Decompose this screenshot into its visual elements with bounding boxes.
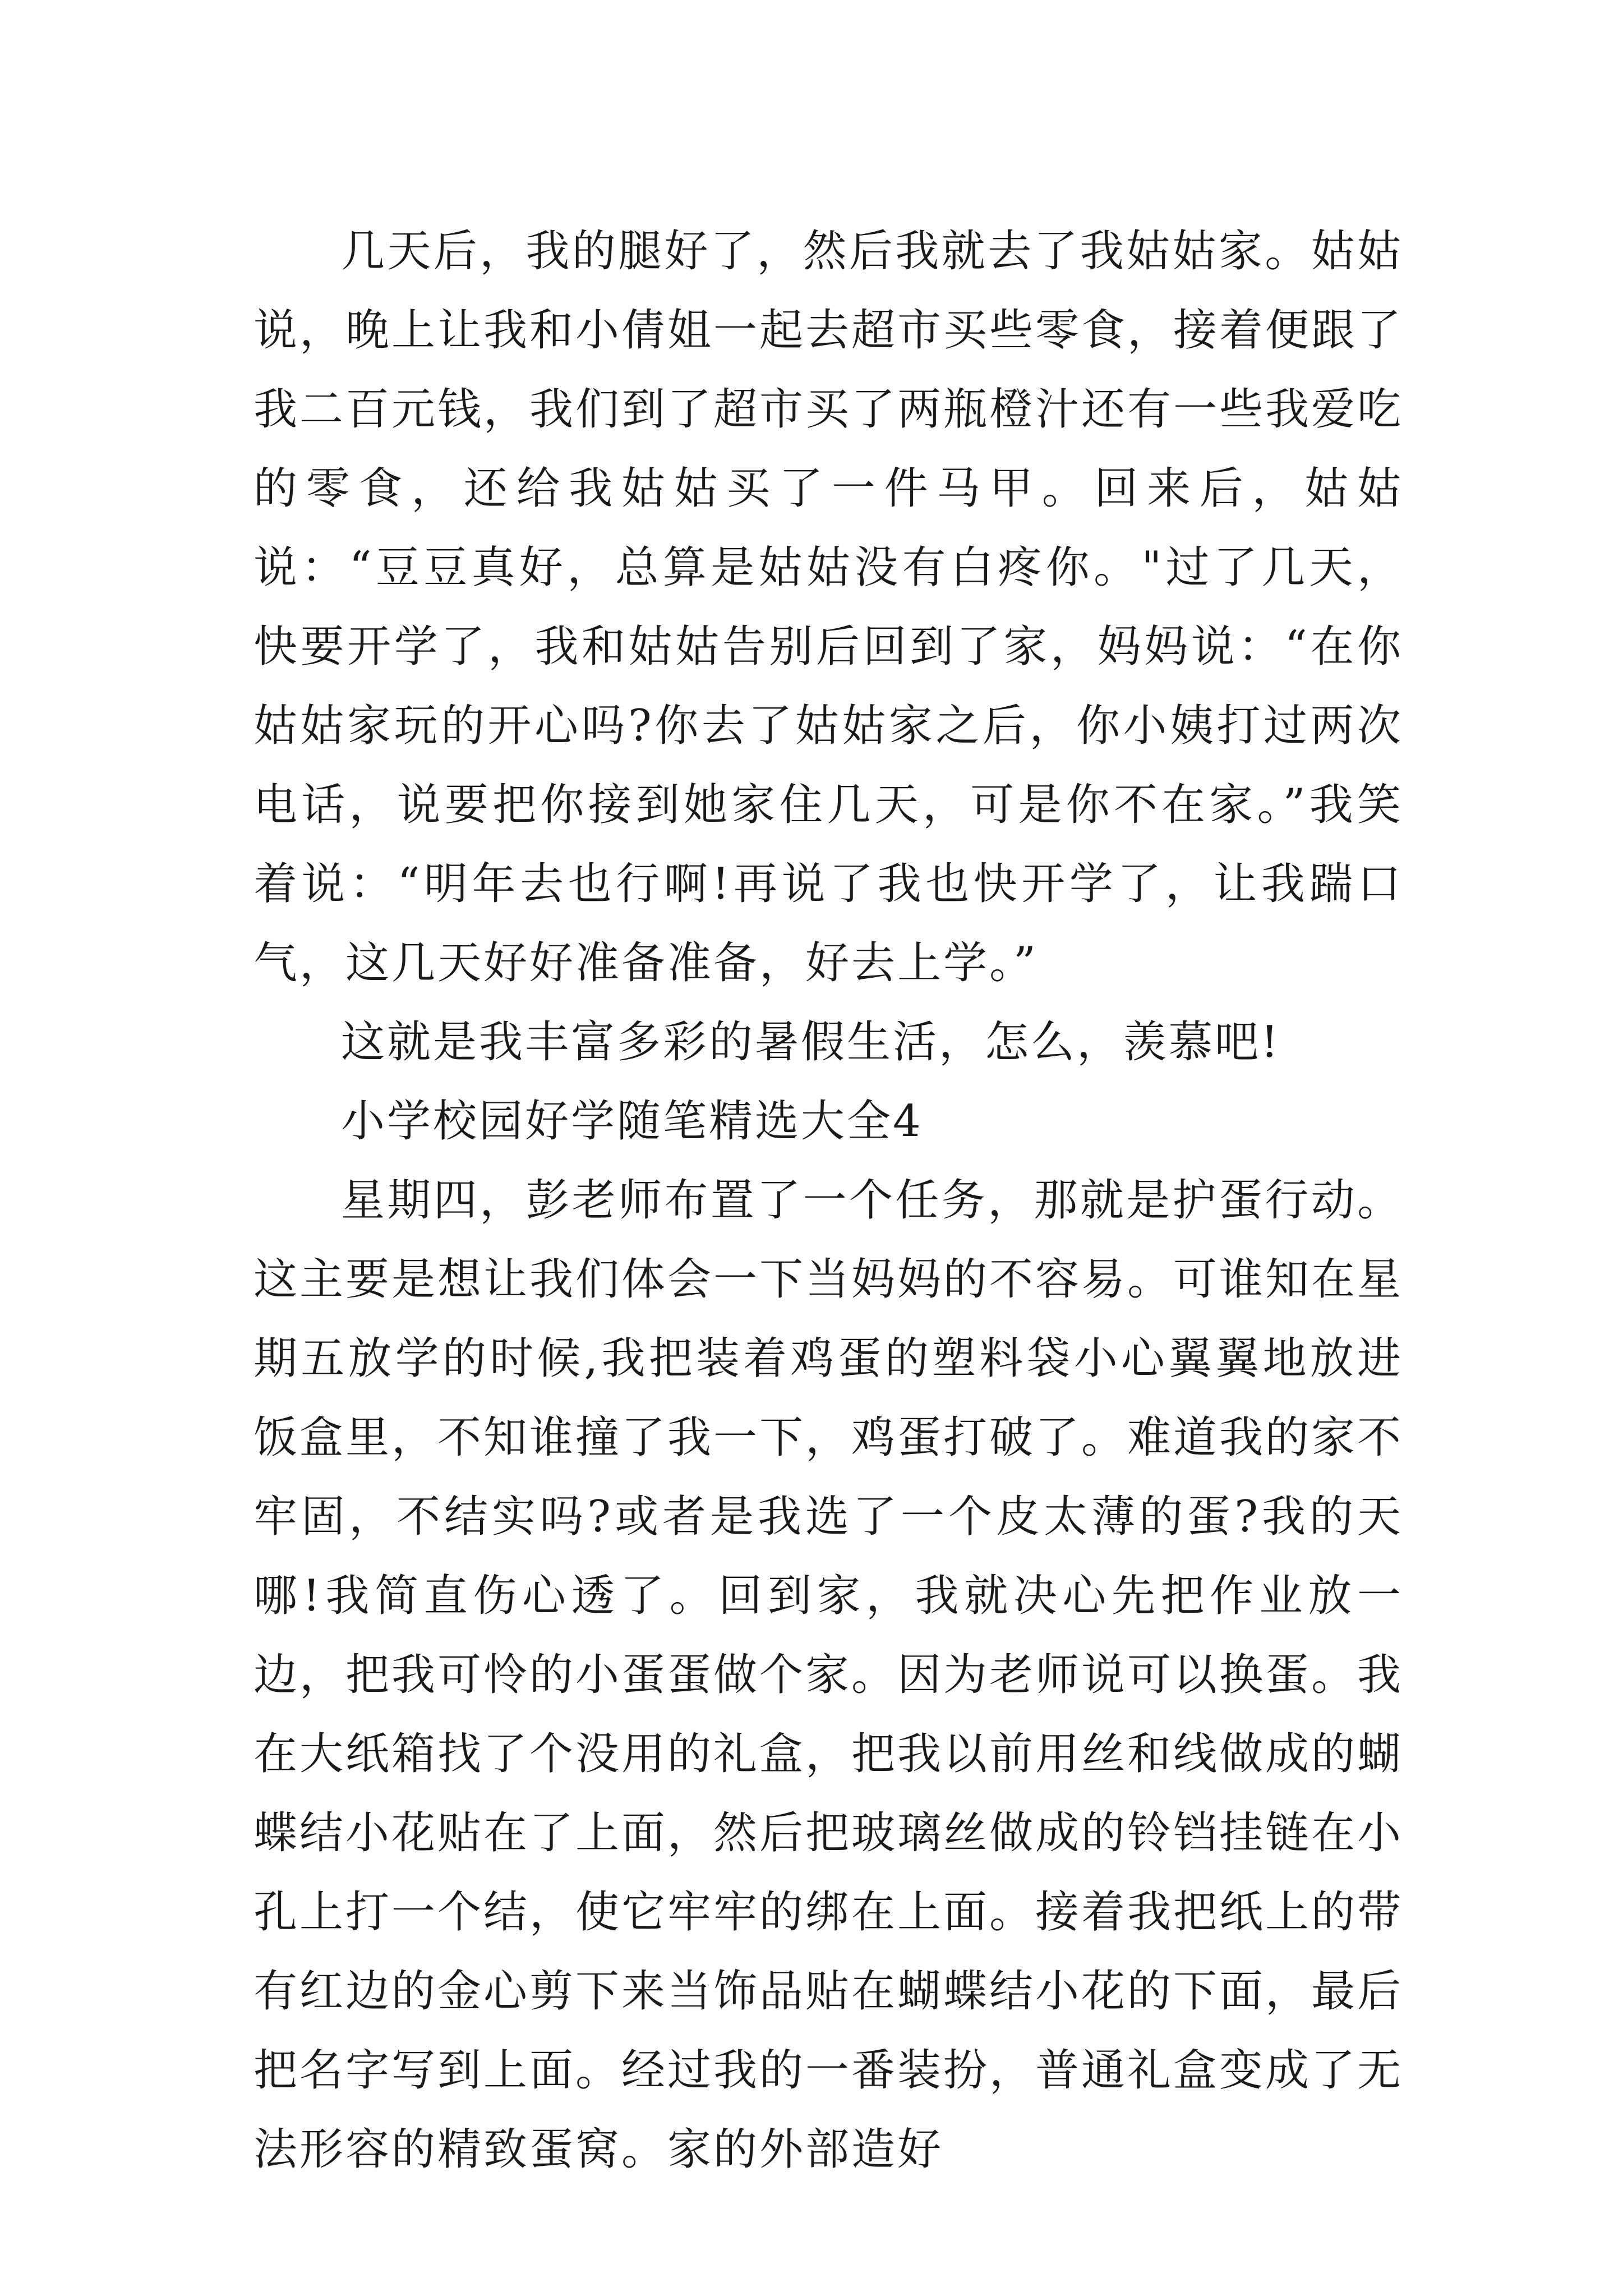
- paragraph-visit-aunt: 几天后，我的腿好了，然后我就去了我姑姑家。姑姑说，晚上让我和小倩姐一起去超市买些零食，接着便跟了我二百元钱，我们到了超市买了两瓶橙汁还有一些我爱吃的零食，还给我姑姑买了一件马甲。回来后，姑姑说：“豆豆真好，总算是姑姑没有白疼你。"过了几天，快要开学了，我和姑姑告别后回到了家，妈妈说：“在你姑姑家玩的开心吗?你去了姑姑家之后，你小姨打过两次电话，说要把你接到她家住几天，可是你不在家。”我笑着说：“明年去也行啊!再说了我也快开学了，让我踹口气，这几天好好准备准备，好去上学。”: [253, 226, 1404, 988]
- paragraph-egg-protection: 星期四，彭老师布置了一个任务，那就是护蛋行动。这主要是想让我们体会一下当妈妈的不容易。可谁知在星期五放学的时候,我把装着鸡蛋的塑料袋小心翼翼地放进饭盒里，不知谁撞了我一下，鸡蛋打破了。难道我的家不牢固，不结实吗?或者是我选了一个皮太薄的蛋?我的天哪!我简直伤心透了。回到家，我就决心先把作业放一边，把我可怜的小蛋蛋做个家。因为老师说可以换蛋。我在大纸箱找了个没用的礼盒，把我以前用丝和线做成的蝴蝶结小花贴在了上面，然后把玻璃丝做成的铃铛挂链在小孔上打一个结，使它牢牢的绑在上面。接着我把纸上的带有红边的金心剪下来当饰品贴在蝴蝶结小花的下面，最后把名字写到上面。经过我的一番装扮，普通礼盒变成了无法形容的精致蛋窝。家的外部造好: [253, 1175, 1404, 2175]
- section-heading: 小学校园好学随笔精选大全4: [341, 1096, 923, 1147]
- paragraph-summer-summary: 这就是我丰富多彩的暑假生活，怎么，羡慕吧!: [341, 1017, 1281, 1068]
- document-body: [253, 212, 1403, 2189]
